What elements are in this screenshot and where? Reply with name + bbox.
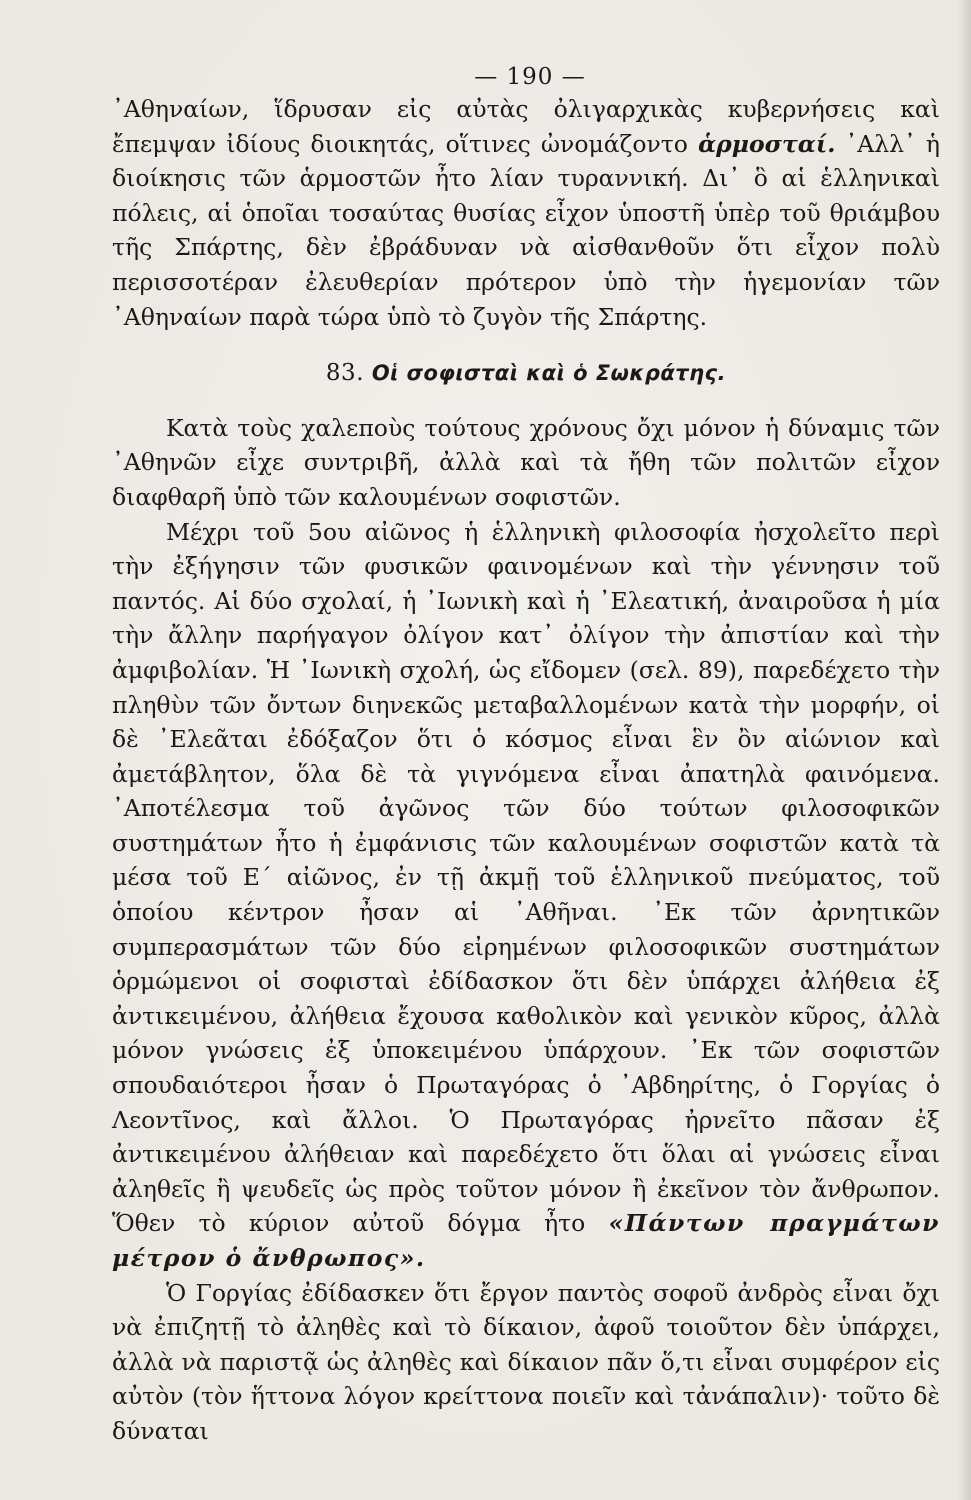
page-number: — 190 — xyxy=(474,64,586,90)
paragraph-1-text-a: ᾿Αθηναίων, ἵδρυσαν εἰς αὐτὰς ὀλιγαρχικὰς κυβερνήσεις καὶ ἔπεμψαν ἰδίους διοικητάς, οἵτινες ὠνομάζοντο xyxy=(112,95,940,158)
page-body xyxy=(112,92,940,1449)
paragraph-4: Ὁ Γοργίας ἐδίδασκεν ὅτι ἔργον παντὸς σοφοῦ ἀνδρὸς εἶναι ὄχι νὰ ἐπιζητῇ τὸ ἀληθὲς καὶ τὸ δίκαιον, ἀφοῦ τοιοῦτον δὲν ὑπάρχει, ἀλλὰ νὰ παριστᾷ ὡς ἀληθὲς καὶ δίκαιον πᾶν ὅ,τι εἶναι συμφέρον εἰς αὐτὸν (τὸν ἥττονα λόγον κρείττονα ποιεῖν καὶ τἀνάπαλιν)· τοῦτο δὲ δύναται xyxy=(112,1278,940,1445)
paragraph-3 xyxy=(112,515,940,1276)
section-number: 83. xyxy=(325,360,364,387)
section-heading xyxy=(112,356,940,391)
section-title: Οἱ σοφισταὶ καὶ ὁ Σωκράτης. xyxy=(371,361,727,386)
paragraph-3-text-a: Μέχρι τοῦ 5ου αἰῶνος ἡ ἑλληνικὴ φιλοσοφία ἠσχολεῖτο περὶ τὴν ἐξήγησιν τῶν φυσικῶν φαινομένων καὶ τὴν γέννησιν τοῦ παντός. Αἱ δύο σχολαί, ἡ ᾿Ιωνικὴ καὶ ἡ ᾿Ελεατική, ἀναιροῦσα ἡ μία τὴν ἄλλην παρήγαγον ὀλίγον κατ᾿ ὀλίγον τὴν ἀπιστίαν καὶ τὴν ἀμφιβολίαν. Ἡ ᾿Ιωνικὴ σχολή, ὡς εἴδομεν (σελ. 89), παρεδέχετο τὴν πληθὺν τῶν ὄντων διηνεκῶς μεταβαλλομένων κατὰ τὴν μορφήν, οἱ δὲ ᾿Ελεᾶται ἐδόξαζον ὅτι ὁ κόσμος εἶναι ἓν ὂν αἰώνιον καὶ ἀμετάβλητον, ὅλα δὲ τὰ γιγνόμενα εἶναι ἀπατηλὰ φαινόμενα. ᾿Αποτέλεσμα τοῦ ἀγῶνος τῶν δύο τούτων φιλοσοφικῶν συστημάτων ἦτο ἡ ἐμφάνισις τῶν καλουμένων σοφιστῶν κατὰ τὰ μέσα τοῦ Ε΄ αἰῶνος, ἐν τῇ ἀκμῇ τοῦ ἑλληνικοῦ πνεύματος, τοῦ ὁποίου κέντρον ἦσαν αἱ ᾿Αθῆναι. ᾿Εκ τῶν ἀρνητικῶν συμπερασμάτων τῶν δύο εἰρημένων φιλοσοφικῶν συστημάτων ὁρμώμενοι οἱ σοφισταὶ ἐδίδασκον ὅτι δὲν ὑπάρχει ἀλήθεια ἐξ ἀντικειμένου, ἀλήθεια ἔχουσα καθολικὸν καὶ γενικὸν κῦρος, ἀλλὰ μόνον γνώσεις ἐξ ὑποκειμένου ὑπάρχουν. ᾿Εκ τῶν σοφιστῶν σπουδαιότεροι ἦσαν ὁ Πρωταγόρας ὁ ᾿Αβδηρίτης, ὁ Γοργίας ὁ Λεοντῖνος, καὶ ἄλλοι. Ὁ Πρωταγόρας ἠρνεῖτο πᾶσαν ἐξ ἀντικειμένου ἀλήθειαν καὶ παρεδέχετο ὅτι ὅλαι αἱ γνώσεις εἶναι ἀληθεῖς ἢ ψευδεῖς ὡς πρὸς τοῦτον μόνον ἢ ἐκεῖνον τὸν ἄνθρωπον. Ὅθεν τὸ κύριον αὐτοῦ δόγμα ἦτο xyxy=(112,517,940,1238)
paragraph-1-text-b: ᾿Αλλ᾿ ἡ διοίκησις τῶν ἁρμοστῶν ἦτο λίαν τυραννική. Δι᾿ ὃ αἱ ἑλληνικαὶ πόλεις, αἱ ὁποῖαι τοσαύτας θυσίας εἶχον ὑποστῆ ὑπὲρ τοῦ θριάμβου τῆς Σπάρτης, δὲν ἐβράδυναν νὰ αἰσθανθοῦν ὅτι εἶχον πολὺ περισσοτέραν ἐλευθερίαν πρότερον ὑπὸ τὴν ἡγεμονίαν τῶν ᾿Αθηναίων παρὰ τώρα ὑπὸ τὸ ζυγὸν τῆς Σπάρτης. xyxy=(112,129,940,331)
page-edge-shadow xyxy=(957,0,971,1500)
paragraph-2: Κατὰ τοὺς χαλεποὺς τούτους χρόνους ὄχι μόνον ἡ δύναμις τῶν ᾿Αθηνῶν εἶχε συντριβῆ, ἀλλὰ καὶ τὰ ἤθη τῶν πολιτῶν εἶχον διαφθαρῆ ὑπὸ τῶν καλουμένων σοφιστῶν. xyxy=(112,413,940,511)
term-harmostai: ἁρμοσταί. xyxy=(698,129,836,158)
paragraph-1 xyxy=(112,92,940,334)
protagoras-motto: «Πάντων πραγμάτων μέτρον ὁ ἄνθρωπος». xyxy=(112,1209,940,1272)
